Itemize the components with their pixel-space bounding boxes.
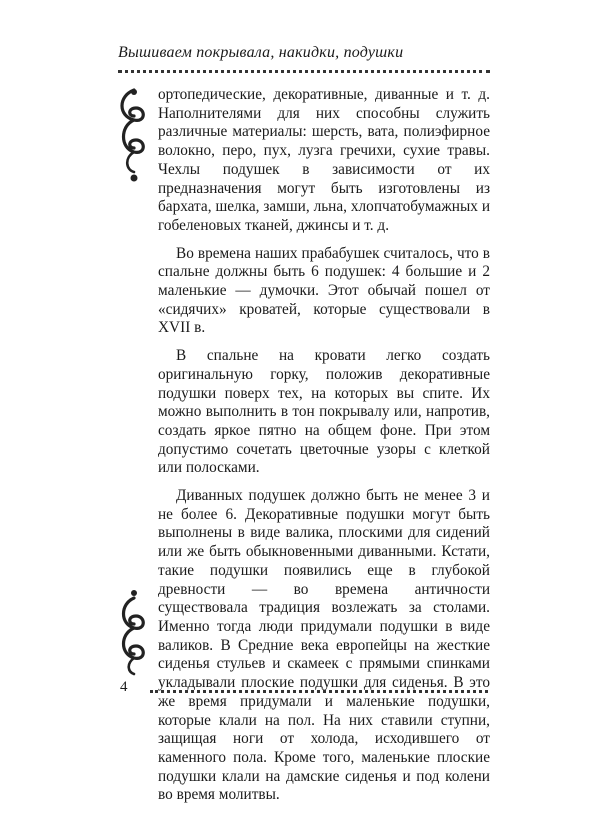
flourish-ornament-icon (112, 588, 156, 678)
running-header: Вышиваем покрывала, накидки, подушки (118, 44, 404, 61)
paragraph: ортопедические, декоративные, диванные и т. д. Наполнителями для них способны служить различные материалы: шерсть, вата, полиэфирное волокно, перо, пух, лузга гречихи, сухие травы. Чехлы подушек в зависимости от их предназначения могут быть изготовлены из бархата, шелка, замши, льна, хлопчатобумажных и гобеленовых тканей, джинсы и т. д. (158, 86, 490, 234)
flourish-ornament-icon (112, 86, 156, 186)
page-number: 4 (120, 679, 128, 695)
paragraph: Диванных подушек должно быть не менее 3 и не более 6. Декоративные подушки могут быть выполнены в виде валика, плоскими для сидений или же быть обыкновенными диванными. Кстати, такие подушки появились еще в глубокой древности — во времена античности существовала традиция возлежать за столами. Именно тогда люди придумали подушки в виде валиков. В Средние века европейцы на жесткие сиденья стульев и скамеек с прямыми спинками укладывали плоские подушки для сиденья. В это же время придумали и маленькие подушки, которые клали на пол. На них ставили ступни, защищая ноги от холода, исходившего от каменного пола. Кроме того, маленькие плоские подушки клали на дамские сиденья и под колени во время молитвы. (158, 487, 490, 804)
footer-dotted-rule (150, 690, 488, 693)
page-body (158, 86, 490, 814)
paragraph: Во времена наших прабабушек считалось, что в спальне должны быть 6 подушек: 4 большие и 2 маленькие — думочки. Этот обычай пошел от «сидячих» кроватей, которые существовали в XVII в. (158, 244, 490, 337)
paragraph: В спальне на кровати легко создать оригинальную горку, положив декоративные подушки поверх тех, на которых вы спите. Их можно выполнить в тон покрывалу или, напротив, создать яркое пятно на общем фоне. При этом допустимо сочетать цветочные узоры с клеткой или полосками. (158, 347, 490, 477)
header-dotted-rule (118, 70, 490, 73)
